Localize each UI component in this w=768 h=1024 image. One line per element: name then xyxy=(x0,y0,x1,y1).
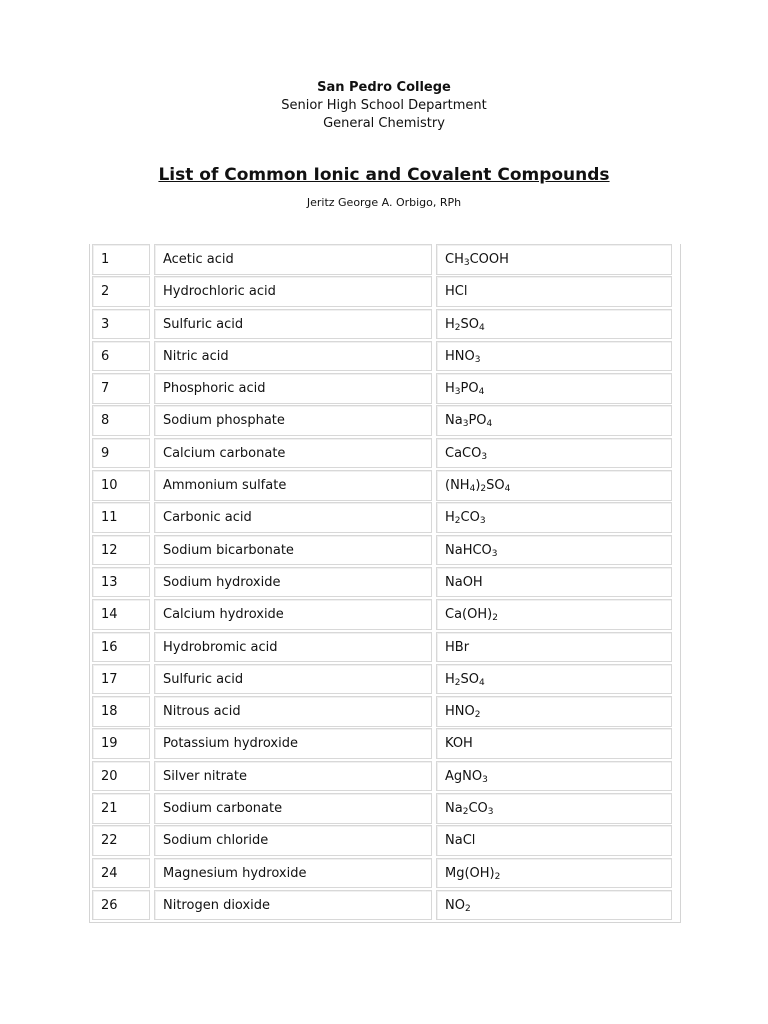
compound-formula: $H_2CO_3$ xyxy=(436,502,672,533)
compound-name: Sodium carbonate xyxy=(154,793,432,824)
compound-formula: $(NH_4)_2SO_4$ xyxy=(436,470,672,501)
table-row xyxy=(90,373,680,404)
compound-number: 20 xyxy=(92,761,150,792)
compound-formula: HBr xyxy=(436,632,672,663)
compound-name: Phosphoric acid xyxy=(154,373,432,404)
compound-number: 6 xyxy=(92,341,150,372)
compound-formula: $Ca(OH)_2$ xyxy=(436,599,672,630)
table-row xyxy=(90,567,680,598)
table-row xyxy=(90,632,680,663)
compound-number: 26 xyxy=(92,890,150,921)
compound-formula: AgNO$_3$ xyxy=(436,761,672,792)
compound-name: Carbonic acid xyxy=(154,502,432,533)
compound-name: Sodium chloride xyxy=(154,825,432,856)
compound-name: Sulfuric acid xyxy=(154,309,432,340)
compound-formula: $HNO_2$ xyxy=(436,696,672,727)
compound-name: Nitric acid xyxy=(154,341,432,372)
compound-number: 8 xyxy=(92,405,150,436)
compound-formula: NaOH xyxy=(436,567,672,598)
compound-name: Nitrogen dioxide xyxy=(154,890,432,921)
compound-number: 11 xyxy=(92,502,150,533)
table-row xyxy=(90,793,680,824)
table-row xyxy=(90,309,680,340)
compound-name: Hydrochloric acid xyxy=(154,276,432,307)
school-name: San Pedro College xyxy=(317,80,451,95)
table-row xyxy=(90,244,680,275)
compound-number: 19 xyxy=(92,728,150,759)
compound-name: Silver nitrate xyxy=(154,761,432,792)
compound-name: Magnesium hydroxide xyxy=(154,858,432,889)
compound-number: 13 xyxy=(92,567,150,598)
compounds-table xyxy=(89,244,681,923)
table-row xyxy=(90,825,680,856)
compound-name: Ammonium sulfate xyxy=(154,470,432,501)
compound-formula: $Na_3PO_4$ xyxy=(436,405,672,436)
compound-number: 22 xyxy=(92,825,150,856)
compound-name: Sodium hydroxide xyxy=(154,567,432,598)
compound-number: 18 xyxy=(92,696,150,727)
table-row xyxy=(90,470,680,501)
subject-name: General Chemistry xyxy=(323,116,445,131)
table-row xyxy=(90,858,680,889)
compound-formula: $CH_3COOH$ xyxy=(436,244,672,275)
compound-name: Sodium phosphate xyxy=(154,405,432,436)
compound-number: 17 xyxy=(92,664,150,695)
compound-formula: $H_2SO_4$ xyxy=(436,664,672,695)
compound-name: Nitrous acid xyxy=(154,696,432,727)
table-row xyxy=(90,890,680,921)
table-row xyxy=(90,728,680,759)
table-row xyxy=(90,276,680,307)
compound-number: 10 xyxy=(92,470,150,501)
compound-name: Sodium bicarbonate xyxy=(154,535,432,566)
compound-number: 24 xyxy=(92,858,150,889)
compound-number: 9 xyxy=(92,438,150,469)
compound-formula: NaCl xyxy=(436,825,672,856)
table-row xyxy=(90,502,680,533)
compound-formula: $H_2SO_4$ xyxy=(436,309,672,340)
compound-number: 7 xyxy=(92,373,150,404)
compound-name: Sulfuric acid xyxy=(154,664,432,695)
author-name: Jeritz George A. Orbigo, RPh xyxy=(306,196,462,209)
compound-number: 12 xyxy=(92,535,150,566)
compound-number: 3 xyxy=(92,309,150,340)
compound-formula: NaHCO$_3$ xyxy=(436,535,672,566)
compound-formula: CaCO$_3$ xyxy=(436,438,672,469)
compound-number: 1 xyxy=(92,244,150,275)
compound-name: Acetic acid xyxy=(154,244,432,275)
table-row xyxy=(90,664,680,695)
compound-formula: $Na_2CO_3$ xyxy=(436,793,672,824)
table-row xyxy=(90,761,680,792)
compound-formula: KOH xyxy=(436,728,672,759)
compound-formula: $HNO_3$ xyxy=(436,341,672,372)
table-row xyxy=(90,696,680,727)
department-name: Senior High School Department xyxy=(281,98,487,113)
compound-name: Calcium hydroxide xyxy=(154,599,432,630)
compound-number: 16 xyxy=(92,632,150,663)
document-header xyxy=(0,79,768,133)
compound-name: Hydrobromic acid xyxy=(154,632,432,663)
compound-number: 2 xyxy=(92,276,150,307)
compound-formula: $NO_2$ xyxy=(436,890,672,921)
table-row xyxy=(90,599,680,630)
compound-number: 14 xyxy=(92,599,150,630)
table-row xyxy=(90,438,680,469)
compound-formula: $H_3PO_4$ xyxy=(436,373,672,404)
compound-formula: $Mg(OH)_2$ xyxy=(436,858,672,889)
table-row xyxy=(90,535,680,566)
compound-formula: HCl xyxy=(436,276,672,307)
table-row xyxy=(90,341,680,372)
compound-name: Potassium hydroxide xyxy=(154,728,432,759)
compound-name: Calcium carbonate xyxy=(154,438,432,469)
document-title: List of Common Ionic and Covalent Compounds xyxy=(158,165,610,185)
table-row xyxy=(90,405,680,436)
compound-number: 21 xyxy=(92,793,150,824)
